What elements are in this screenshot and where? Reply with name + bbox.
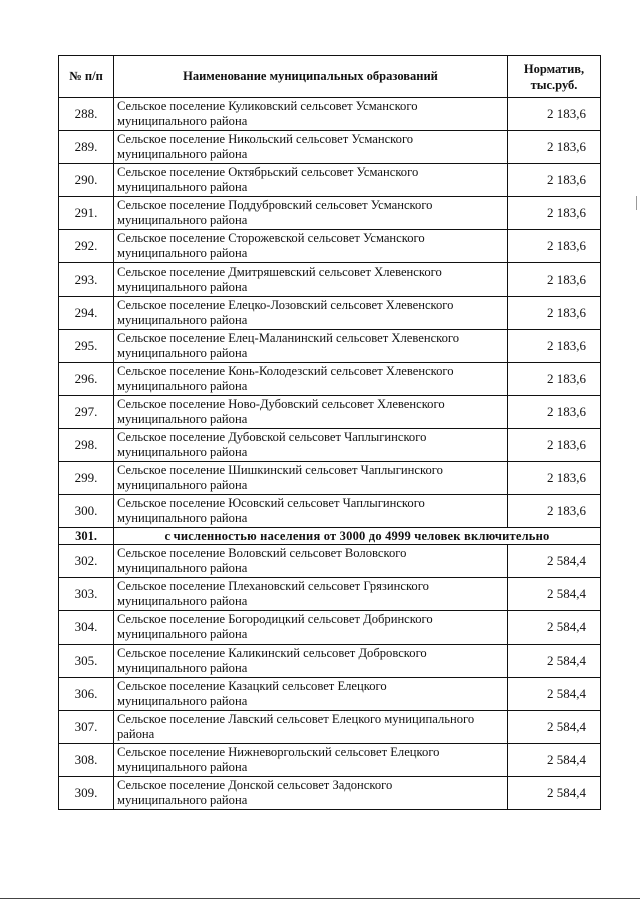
municipality-name xyxy=(114,578,508,611)
normative-value: 2 183,6 xyxy=(508,395,601,428)
municipality-name xyxy=(114,395,508,428)
municipality-name xyxy=(114,743,508,776)
normative-value: 2 183,6 xyxy=(508,296,601,329)
table-row xyxy=(59,98,601,131)
row-number: 288. xyxy=(59,98,114,131)
table-row xyxy=(59,611,601,644)
normative-value: 2 183,6 xyxy=(508,98,601,131)
municipality-name xyxy=(114,644,508,677)
table-row xyxy=(59,677,601,710)
normative-value: 2 584,4 xyxy=(508,776,601,809)
municipality-name xyxy=(114,164,508,197)
normative-value: 2 183,6 xyxy=(508,362,601,395)
scan-mark xyxy=(636,196,637,210)
municipality-name xyxy=(114,710,508,743)
name-line-1: Сельское поселение Конь-Колодезский сельсовет Хлевенского xyxy=(117,363,454,378)
row-number: 300. xyxy=(59,495,114,528)
name-line-1: Сельское поселение Никольский сельсовет Усманского xyxy=(117,132,414,147)
normative-value: 2 183,6 xyxy=(508,164,601,197)
name-line-2: района xyxy=(117,726,155,741)
table-row xyxy=(59,296,601,329)
name-line-2: муниципального района xyxy=(117,345,248,360)
table-row xyxy=(59,164,601,197)
table-row xyxy=(59,545,601,578)
name-line-1: Сельское поселение Воловский сельсовет Воловского xyxy=(117,546,407,561)
municipality-name xyxy=(114,611,508,644)
header-value-line1: Норматив, xyxy=(523,61,585,76)
name-line-1: Сельское поселение Юсовский сельсовет Чаплыгинского xyxy=(117,496,425,511)
name-line-1: Сельское поселение Богородицкий сельсовет Добринского xyxy=(117,612,433,627)
name-line-2: муниципального района xyxy=(117,312,248,327)
table-row xyxy=(59,131,601,164)
row-number: 297. xyxy=(59,395,114,428)
municipality-name xyxy=(114,545,508,578)
name-line-2: муниципального района xyxy=(117,561,248,576)
row-number: 291. xyxy=(59,197,114,230)
name-line-1: Сельское поселение Елец-Маланинский сельсовет Хлевенского xyxy=(117,330,460,345)
row-number: 295. xyxy=(59,329,114,362)
row-number: 293. xyxy=(59,263,114,296)
normative-value: 2 183,6 xyxy=(508,230,601,263)
name-line-2: муниципального района xyxy=(117,792,248,807)
normative-value: 2 584,4 xyxy=(508,644,601,677)
municipality-name xyxy=(114,263,508,296)
name-line-1: Сельское поселение Сторожевской сельсовет Усманского xyxy=(117,231,425,246)
name-line-2: муниципального района xyxy=(117,114,248,129)
name-line-2: муниципального района xyxy=(117,147,248,162)
municipality-name xyxy=(114,98,508,131)
header-name: Наименование муниципальных образований xyxy=(114,56,508,98)
table-row xyxy=(59,578,601,611)
table-row xyxy=(59,362,601,395)
normative-value: 2 183,6 xyxy=(508,197,601,230)
normative-table xyxy=(58,55,601,810)
section-number: 301. xyxy=(59,528,114,545)
municipality-name xyxy=(114,131,508,164)
table-row xyxy=(59,395,601,428)
normative-value: 2 584,4 xyxy=(508,545,601,578)
table-row xyxy=(59,230,601,263)
name-line-1: Сельское поселение Куликовский сельсовет Усманского xyxy=(117,99,418,114)
table-row xyxy=(59,776,601,809)
name-line-1: Сельское поселение Казацкий сельсовет Елецкого xyxy=(117,678,387,693)
name-line-1: Сельское поселение Лавский сельсовет Елецкого муниципального xyxy=(117,711,475,726)
row-number: 296. xyxy=(59,362,114,395)
table-row xyxy=(59,428,601,461)
table-row xyxy=(59,743,601,776)
normative-value: 2 183,6 xyxy=(508,263,601,296)
municipality-name xyxy=(114,428,508,461)
row-number: 294. xyxy=(59,296,114,329)
normative-value: 2 183,6 xyxy=(508,495,601,528)
table-row xyxy=(59,462,601,495)
section-row xyxy=(59,528,601,545)
normative-value: 2 584,4 xyxy=(508,743,601,776)
normative-value: 2 183,6 xyxy=(508,131,601,164)
normative-value: 2 183,6 xyxy=(508,428,601,461)
row-number: 289. xyxy=(59,131,114,164)
name-line-2: муниципального района xyxy=(117,279,248,294)
name-line-1: Сельское поселение Ново-Дубовский сельсовет Хлевенского xyxy=(117,396,445,411)
name-line-2: муниципального района xyxy=(117,444,248,459)
name-line-1: Сельское поселение Шишкинский сельсовет Чаплыгинского xyxy=(117,463,443,478)
header-value xyxy=(508,56,601,98)
normative-value: 2 584,4 xyxy=(508,710,601,743)
municipality-name xyxy=(114,296,508,329)
name-line-1: Сельское поселение Октябрьский сельсовет Усманского xyxy=(117,165,419,180)
name-line-1: Сельское поселение Каликинский сельсовет Добровского xyxy=(117,645,427,660)
page-bottom-edge xyxy=(0,898,640,899)
name-line-1: Сельское поселение Нижневоргольский сельсовет Елецкого xyxy=(117,744,440,759)
section-title: с численностью населения от 3000 до 4999 человек включительно xyxy=(114,528,601,545)
row-number: 292. xyxy=(59,230,114,263)
row-number: 290. xyxy=(59,164,114,197)
row-number: 302. xyxy=(59,545,114,578)
name-line-2: муниципального района xyxy=(117,378,248,393)
table-row xyxy=(59,644,601,677)
normative-value: 2 183,6 xyxy=(508,329,601,362)
normative-value: 2 183,6 xyxy=(508,462,601,495)
name-line-2: муниципального района xyxy=(117,411,248,426)
municipality-name xyxy=(114,329,508,362)
name-line-2: муниципального района xyxy=(117,511,248,526)
row-number: 307. xyxy=(59,710,114,743)
name-line-1: Сельское поселение Дмитряшевский сельсовет Хлевенского xyxy=(117,264,442,279)
municipality-name xyxy=(114,462,508,495)
name-line-2: муниципального района xyxy=(117,478,248,493)
row-number: 304. xyxy=(59,611,114,644)
row-number: 298. xyxy=(59,428,114,461)
name-line-2: муниципального района xyxy=(117,627,248,642)
table-body xyxy=(59,98,601,810)
municipality-name xyxy=(114,495,508,528)
name-line-2: муниципального района xyxy=(117,180,248,195)
municipality-name xyxy=(114,230,508,263)
name-line-1: Сельское поселение Дубовской сельсовет Чаплыгинского xyxy=(117,429,427,444)
normative-value: 2 584,4 xyxy=(508,578,601,611)
table-row xyxy=(59,197,601,230)
table-row xyxy=(59,263,601,296)
normative-value: 2 584,4 xyxy=(508,677,601,710)
name-line-1: Сельское поселение Донской сельсовет Задонского xyxy=(117,777,393,792)
row-number: 299. xyxy=(59,462,114,495)
row-number: 305. xyxy=(59,644,114,677)
row-number: 306. xyxy=(59,677,114,710)
row-number: 303. xyxy=(59,578,114,611)
name-line-2: муниципального района xyxy=(117,594,248,609)
name-line-2: муниципального района xyxy=(117,693,248,708)
municipality-name xyxy=(114,362,508,395)
header-value-line2: тыс.руб. xyxy=(530,77,578,92)
header-num: № п/п xyxy=(59,56,114,98)
table-row xyxy=(59,329,601,362)
name-line-1: Сельское поселение Елецко-Лозовский сельсовет Хлевенского xyxy=(117,297,454,312)
row-number: 308. xyxy=(59,743,114,776)
name-line-2: муниципального района xyxy=(117,246,248,261)
row-number: 309. xyxy=(59,776,114,809)
table-row xyxy=(59,710,601,743)
table-header-row xyxy=(59,56,601,98)
name-line-1: Сельское поселение Плехановский сельсовет Грязинского xyxy=(117,579,429,594)
table-row xyxy=(59,495,601,528)
name-line-1: Сельское поселение Поддубровский сельсовет Усманского xyxy=(117,198,433,213)
municipality-name xyxy=(114,776,508,809)
name-line-2: муниципального района xyxy=(117,660,248,675)
name-line-2: муниципального района xyxy=(117,759,248,774)
municipality-name xyxy=(114,197,508,230)
normative-value: 2 584,4 xyxy=(508,611,601,644)
name-line-2: муниципального района xyxy=(117,213,248,228)
municipality-name xyxy=(114,677,508,710)
